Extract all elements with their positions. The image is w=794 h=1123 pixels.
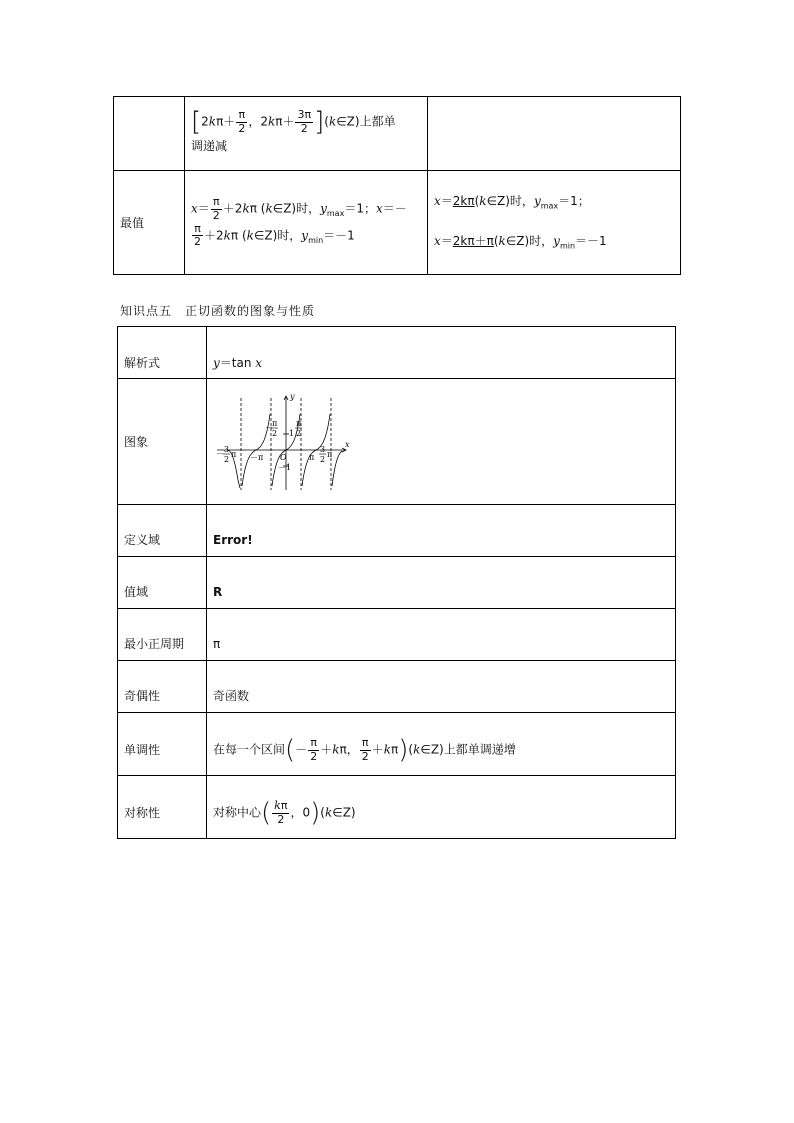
row-label-domain: 定义域 bbox=[118, 505, 207, 557]
neg-three-half-minus: － bbox=[216, 448, 224, 458]
neg-one-label: －1 bbox=[278, 462, 292, 472]
fraction: $\frac{\pi}{2}$ bbox=[194, 221, 201, 249]
table-row bbox=[118, 661, 676, 713]
pos-three-half-num: 3 bbox=[320, 444, 326, 454]
pos-pi-label: π bbox=[309, 452, 315, 462]
symmetry-cell: 对称中心( $\frac{k\pi}{2}$ ，0)(k∈Z) bbox=[207, 776, 676, 839]
neg-half-pi-den: 2 bbox=[272, 428, 278, 438]
fraction: $\frac{\pi}{2}$ bbox=[310, 735, 318, 763]
tan-properties-table bbox=[117, 326, 676, 839]
cos-decreasing-interval-cell bbox=[428, 97, 681, 171]
table-row bbox=[118, 557, 676, 609]
origin-label: O bbox=[280, 452, 287, 462]
neg-half-pi-minus: － bbox=[265, 422, 273, 432]
row-label-parity: 奇偶性 bbox=[118, 661, 207, 713]
graph-cell bbox=[207, 379, 676, 505]
cos-extrema-cell: x＝2kπ(k∈Z)时，$y_{max}=1$； x＝2kπ＋π(k∈Z)时，$y_{min}=-1$ bbox=[428, 171, 681, 275]
monotonicity-cell: 在每一个区间(－ $\frac{\pi}{2}$ ＋kπ， $\frac{\pi}{2}$ ＋kπ)(k∈Z)上都单调递增 bbox=[207, 713, 676, 776]
sin-extrema-cell: x＝ $\frac{\pi}{2}$ ＋2kπ (k∈Z)时，$y_{max}=1$；x＝－ $\frac{\pi}{2}$ ＋2kπ (k∈Z)时，$y_{min}=-1$ bbox=[185, 171, 428, 275]
neg-pi-label: －π bbox=[250, 452, 264, 462]
pos-three-half-pi: π bbox=[327, 449, 333, 459]
pos-half-pi-num: π bbox=[296, 418, 302, 428]
table-row bbox=[118, 609, 676, 661]
table-row bbox=[118, 713, 676, 776]
row-label-formula: 解析式 bbox=[118, 327, 207, 379]
tan-branch bbox=[332, 451, 342, 486]
x-axis-label: x bbox=[345, 439, 350, 449]
sin-cos-properties-table bbox=[113, 96, 681, 275]
table-row bbox=[118, 379, 676, 505]
table-row bbox=[118, 505, 676, 557]
pos-half-pi-den: 2 bbox=[296, 428, 302, 438]
fraction: $\frac{\pi}{2}$ bbox=[361, 735, 369, 763]
table-row bbox=[114, 171, 681, 275]
neg-three-half-den: 2 bbox=[224, 454, 230, 464]
fraction: $\frac{k\pi}{2}$ bbox=[274, 798, 288, 826]
table-row bbox=[114, 97, 681, 171]
row-label-graph: 图象 bbox=[118, 379, 207, 505]
period-cell: π bbox=[207, 609, 676, 661]
table-row bbox=[118, 776, 676, 839]
fraction: $\frac{3\pi}{2}$ bbox=[297, 107, 312, 135]
y-axis-label: y bbox=[290, 391, 295, 401]
sin-decreasing-interval-cell: [2kπ＋ $\frac{\pi}{2}$ ，2kπ＋ $\frac{3\pi}{2}$ ](k∈Z)上都单 调递减 bbox=[185, 97, 428, 171]
parity-cell: 奇函数 bbox=[207, 661, 676, 713]
range-cell: R bbox=[207, 557, 676, 609]
pos-three-half-den: 2 bbox=[320, 454, 326, 464]
neg-three-half-pi: π bbox=[231, 449, 237, 459]
neg-three-half-num: 3 bbox=[224, 444, 230, 454]
row-label-monotonicity: 单调性 bbox=[118, 713, 207, 776]
row-label-extrema: 最值 bbox=[114, 171, 185, 275]
section-title: 知识点五 正切函数的图象与性质 bbox=[120, 304, 316, 318]
row-label-empty bbox=[114, 97, 185, 171]
domain-cell: Error! bbox=[207, 505, 676, 557]
row-label-range: 值域 bbox=[118, 557, 207, 609]
neg-half-pi-num: π bbox=[272, 418, 278, 428]
row-label-symmetry: 对称性 bbox=[118, 776, 207, 839]
fraction: $\frac{\pi}{2}$ bbox=[212, 195, 220, 222]
one-label: 1 bbox=[289, 428, 295, 438]
tan-graph bbox=[214, 390, 354, 494]
row-label-period: 最小正周期 bbox=[118, 609, 207, 661]
formula-cell: y＝tan x bbox=[207, 327, 676, 379]
fraction: $\frac{\pi}{2}$ bbox=[238, 107, 246, 135]
table-row bbox=[118, 327, 676, 379]
